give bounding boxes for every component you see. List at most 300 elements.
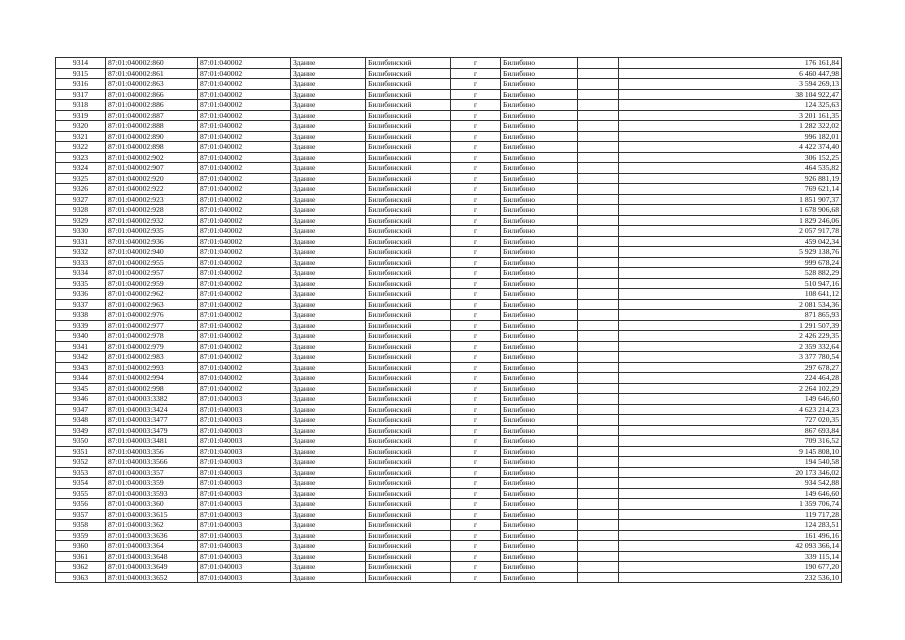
table-row bbox=[56, 68, 842, 79]
object-type-cell: Здание bbox=[291, 205, 366, 216]
quarter-number-cell: 87:01:040002 bbox=[198, 310, 291, 321]
quarter-number-cell: 87:01:040003 bbox=[198, 394, 291, 405]
table-row bbox=[56, 226, 842, 237]
empty-cell bbox=[578, 121, 619, 132]
row-number-cell: 9363 bbox=[56, 572, 106, 583]
quarter-number-cell: 87:01:040002 bbox=[198, 79, 291, 90]
table-row bbox=[56, 404, 842, 415]
empty-cell bbox=[578, 152, 619, 163]
settlement-kind-cell: г bbox=[451, 572, 501, 583]
cadastral-value-cell: 1 282 322,02 bbox=[619, 121, 842, 132]
cadastral-value-table bbox=[55, 57, 841, 583]
object-type-cell: Здание bbox=[291, 467, 366, 478]
settlement-name-cell: Билибино bbox=[501, 436, 578, 447]
cadastral-number-cell: 87:01:040002:898 bbox=[106, 142, 198, 153]
table-row bbox=[56, 499, 842, 510]
settlement-name-cell: Билибино bbox=[501, 278, 578, 289]
settlement-kind-cell: г bbox=[451, 341, 501, 352]
cadastral-number-cell: 87:01:040002:928 bbox=[106, 205, 198, 216]
cadastral-value-cell: 727 020,35 bbox=[619, 415, 842, 426]
cadastral-value-cell: 224 464,28 bbox=[619, 373, 842, 384]
cadastral-number-cell: 87:01:040003:3566 bbox=[106, 457, 198, 468]
row-number-cell: 9351 bbox=[56, 446, 106, 457]
table-row bbox=[56, 205, 842, 216]
cadastral-number-cell: 87:01:040002:979 bbox=[106, 341, 198, 352]
empty-cell bbox=[578, 320, 619, 331]
district-cell: Билибинский bbox=[366, 562, 451, 573]
empty-cell bbox=[578, 467, 619, 478]
settlement-name-cell: Билибино bbox=[501, 331, 578, 342]
district-cell: Билибинский bbox=[366, 89, 451, 100]
quarter-number-cell: 87:01:040002 bbox=[198, 331, 291, 342]
empty-cell bbox=[578, 509, 619, 520]
quarter-number-cell: 87:01:040003 bbox=[198, 572, 291, 583]
object-type-cell: Здание bbox=[291, 509, 366, 520]
quarter-number-cell: 87:01:040002 bbox=[198, 373, 291, 384]
settlement-name-cell: Билибино bbox=[501, 467, 578, 478]
object-type-cell: Здание bbox=[291, 79, 366, 90]
settlement-kind-cell: г bbox=[451, 100, 501, 111]
cadastral-value-cell: 3 377 780,54 bbox=[619, 352, 842, 363]
table-row bbox=[56, 100, 842, 111]
cadastral-value-cell: 1 359 706,74 bbox=[619, 499, 842, 510]
settlement-name-cell: Билибино bbox=[501, 247, 578, 258]
object-type-cell: Здание bbox=[291, 331, 366, 342]
row-number-cell: 9348 bbox=[56, 415, 106, 426]
cadastral-number-cell: 87:01:040002:983 bbox=[106, 352, 198, 363]
quarter-number-cell: 87:01:040003 bbox=[198, 509, 291, 520]
empty-cell bbox=[578, 194, 619, 205]
cadastral-number-cell: 87:01:040002:887 bbox=[106, 110, 198, 121]
table-row bbox=[56, 278, 842, 289]
row-number-cell: 9362 bbox=[56, 562, 106, 573]
object-type-cell: Здание bbox=[291, 478, 366, 489]
quarter-number-cell: 87:01:040002 bbox=[198, 383, 291, 394]
cadastral-number-cell: 87:01:040003:362 bbox=[106, 520, 198, 531]
object-type-cell: Здание bbox=[291, 436, 366, 447]
table-row bbox=[56, 520, 842, 531]
row-number-cell: 9316 bbox=[56, 79, 106, 90]
table-row bbox=[56, 142, 842, 153]
cadastral-value-cell: 1 851 907,37 bbox=[619, 194, 842, 205]
cadastral-value-cell: 528 882,29 bbox=[619, 268, 842, 279]
district-cell: Билибинский bbox=[366, 58, 451, 69]
cadastral-number-cell: 87:01:040002:959 bbox=[106, 278, 198, 289]
table-row bbox=[56, 509, 842, 520]
table-row bbox=[56, 215, 842, 226]
table-row bbox=[56, 383, 842, 394]
empty-cell bbox=[578, 520, 619, 531]
row-number-cell: 9319 bbox=[56, 110, 106, 121]
empty-cell bbox=[578, 142, 619, 153]
cadastral-number-cell: 87:01:040003:3636 bbox=[106, 530, 198, 541]
row-number-cell: 9349 bbox=[56, 425, 106, 436]
settlement-kind-cell: г bbox=[451, 436, 501, 447]
object-type-cell: Здание bbox=[291, 226, 366, 237]
cadastral-number-cell: 87:01:040003:3481 bbox=[106, 436, 198, 447]
object-type-cell: Здание bbox=[291, 163, 366, 174]
row-number-cell: 9320 bbox=[56, 121, 106, 132]
row-number-cell: 9332 bbox=[56, 247, 106, 258]
object-type-cell: Здание bbox=[291, 373, 366, 384]
district-cell: Билибинский bbox=[366, 110, 451, 121]
cadastral-number-cell: 87:01:040002:935 bbox=[106, 226, 198, 237]
district-cell: Билибинский bbox=[366, 551, 451, 562]
cadastral-value-cell: 38 104 922,47 bbox=[619, 89, 842, 100]
district-cell: Билибинский bbox=[366, 362, 451, 373]
settlement-kind-cell: г bbox=[451, 215, 501, 226]
settlement-name-cell: Билибино bbox=[501, 394, 578, 405]
cadastral-value-cell: 709 316,52 bbox=[619, 436, 842, 447]
row-number-cell: 9335 bbox=[56, 278, 106, 289]
table-row bbox=[56, 289, 842, 300]
table-row bbox=[56, 394, 842, 405]
cadastral-value-cell: 4 623 214,23 bbox=[619, 404, 842, 415]
cadastral-number-cell: 87:01:040002:977 bbox=[106, 320, 198, 331]
settlement-name-cell: Билибино bbox=[501, 362, 578, 373]
quarter-number-cell: 87:01:040003 bbox=[198, 478, 291, 489]
settlement-name-cell: Билибино bbox=[501, 226, 578, 237]
object-type-cell: Здание bbox=[291, 68, 366, 79]
empty-cell bbox=[578, 425, 619, 436]
cadastral-number-cell: 87:01:040002:932 bbox=[106, 215, 198, 226]
object-type-cell: Здание bbox=[291, 268, 366, 279]
settlement-kind-cell: г bbox=[451, 425, 501, 436]
object-type-cell: Здание bbox=[291, 310, 366, 321]
quarter-number-cell: 87:01:040003 bbox=[198, 530, 291, 541]
cadastral-number-cell: 87:01:040002:902 bbox=[106, 152, 198, 163]
settlement-name-cell: Билибино bbox=[501, 415, 578, 426]
settlement-kind-cell: г bbox=[451, 352, 501, 363]
settlement-kind-cell: г bbox=[451, 331, 501, 342]
row-number-cell: 9354 bbox=[56, 478, 106, 489]
settlement-name-cell: Билибино bbox=[501, 341, 578, 352]
row-number-cell: 9314 bbox=[56, 58, 106, 69]
table-row bbox=[56, 341, 842, 352]
cadastral-number-cell: 87:01:040002:860 bbox=[106, 58, 198, 69]
quarter-number-cell: 87:01:040002 bbox=[198, 184, 291, 195]
table-row bbox=[56, 425, 842, 436]
object-type-cell: Здание bbox=[291, 520, 366, 531]
object-type-cell: Здание bbox=[291, 173, 366, 184]
table-row bbox=[56, 415, 842, 426]
settlement-kind-cell: г bbox=[451, 58, 501, 69]
row-number-cell: 9325 bbox=[56, 173, 106, 184]
quarter-number-cell: 87:01:040002 bbox=[198, 247, 291, 258]
cadastral-number-cell: 87:01:040003:356 bbox=[106, 446, 198, 457]
cadastral-number-cell: 87:01:040002:886 bbox=[106, 100, 198, 111]
quarter-number-cell: 87:01:040002 bbox=[198, 362, 291, 373]
empty-cell bbox=[578, 268, 619, 279]
cadastral-number-cell: 87:01:040002:962 bbox=[106, 289, 198, 300]
district-cell: Билибинский bbox=[366, 467, 451, 478]
table-row bbox=[56, 152, 842, 163]
row-number-cell: 9344 bbox=[56, 373, 106, 384]
cadastral-number-cell: 87:01:040002:920 bbox=[106, 173, 198, 184]
district-cell: Билибинский bbox=[366, 404, 451, 415]
settlement-name-cell: Билибино bbox=[501, 352, 578, 363]
row-number-cell: 9318 bbox=[56, 100, 106, 111]
empty-cell bbox=[578, 79, 619, 90]
cadastral-number-cell: 87:01:040003:3479 bbox=[106, 425, 198, 436]
settlement-kind-cell: г bbox=[451, 226, 501, 237]
row-number-cell: 9360 bbox=[56, 541, 106, 552]
row-number-cell: 9338 bbox=[56, 310, 106, 321]
district-cell: Билибинский bbox=[366, 152, 451, 163]
cadastral-value-cell: 999 678,24 bbox=[619, 257, 842, 268]
row-number-cell: 9328 bbox=[56, 205, 106, 216]
district-cell: Билибинский bbox=[366, 226, 451, 237]
row-number-cell: 9326 bbox=[56, 184, 106, 195]
district-cell: Билибинский bbox=[366, 457, 451, 468]
empty-cell bbox=[578, 562, 619, 573]
empty-cell bbox=[578, 236, 619, 247]
settlement-kind-cell: г bbox=[451, 268, 501, 279]
row-number-cell: 9347 bbox=[56, 404, 106, 415]
settlement-name-cell: Билибино bbox=[501, 257, 578, 268]
object-type-cell: Здание bbox=[291, 194, 366, 205]
table-row bbox=[56, 247, 842, 258]
settlement-kind-cell: г bbox=[451, 205, 501, 216]
quarter-number-cell: 87:01:040002 bbox=[198, 226, 291, 237]
row-number-cell: 9359 bbox=[56, 530, 106, 541]
settlement-kind-cell: г bbox=[451, 152, 501, 163]
settlement-name-cell: Билибино bbox=[501, 499, 578, 510]
district-cell: Билибинский bbox=[366, 331, 451, 342]
district-cell: Билибинский bbox=[366, 373, 451, 384]
object-type-cell: Здание bbox=[291, 131, 366, 142]
settlement-name-cell: Билибино bbox=[501, 520, 578, 531]
table-row bbox=[56, 541, 842, 552]
cadastral-number-cell: 87:01:040003:357 bbox=[106, 467, 198, 478]
settlement-kind-cell: г bbox=[451, 446, 501, 457]
empty-cell bbox=[578, 247, 619, 258]
table-row bbox=[56, 79, 842, 90]
quarter-number-cell: 87:01:040002 bbox=[198, 58, 291, 69]
district-cell: Билибинский bbox=[366, 278, 451, 289]
quarter-number-cell: 87:01:040002 bbox=[198, 352, 291, 363]
grid-body bbox=[56, 58, 842, 583]
cadastral-value-cell: 2 081 534,36 bbox=[619, 299, 842, 310]
empty-cell bbox=[578, 289, 619, 300]
settlement-kind-cell: г bbox=[451, 373, 501, 384]
quarter-number-cell: 87:01:040002 bbox=[198, 320, 291, 331]
settlement-name-cell: Билибино bbox=[501, 194, 578, 205]
quarter-number-cell: 87:01:040002 bbox=[198, 89, 291, 100]
cadastral-number-cell: 87:01:040002:863 bbox=[106, 79, 198, 90]
empty-cell bbox=[578, 394, 619, 405]
cadastral-number-cell: 87:01:040002:866 bbox=[106, 89, 198, 100]
table-row bbox=[56, 163, 842, 174]
table-row bbox=[56, 131, 842, 142]
table-row bbox=[56, 310, 842, 321]
empty-cell bbox=[578, 58, 619, 69]
row-number-cell: 9315 bbox=[56, 68, 106, 79]
district-cell: Билибинский bbox=[366, 100, 451, 111]
quarter-number-cell: 87:01:040002 bbox=[198, 236, 291, 247]
quarter-number-cell: 87:01:040003 bbox=[198, 436, 291, 447]
row-number-cell: 9361 bbox=[56, 551, 106, 562]
settlement-name-cell: Билибино bbox=[501, 152, 578, 163]
settlement-kind-cell: г bbox=[451, 184, 501, 195]
district-cell: Билибинский bbox=[366, 173, 451, 184]
cadastral-number-cell: 87:01:040002:861 bbox=[106, 68, 198, 79]
quarter-number-cell: 87:01:040003 bbox=[198, 520, 291, 531]
quarter-number-cell: 87:01:040003 bbox=[198, 562, 291, 573]
settlement-name-cell: Билибино bbox=[501, 530, 578, 541]
cadastral-number-cell: 87:01:040002:993 bbox=[106, 362, 198, 373]
row-number-cell: 9350 bbox=[56, 436, 106, 447]
district-cell: Билибинский bbox=[366, 131, 451, 142]
settlement-kind-cell: г bbox=[451, 68, 501, 79]
row-number-cell: 9345 bbox=[56, 383, 106, 394]
row-number-cell: 9339 bbox=[56, 320, 106, 331]
table-row bbox=[56, 530, 842, 541]
row-number-cell: 9337 bbox=[56, 299, 106, 310]
cadastral-value-cell: 2 426 229,35 bbox=[619, 331, 842, 342]
settlement-name-cell: Билибино bbox=[501, 289, 578, 300]
table-row bbox=[56, 373, 842, 384]
cadastral-value-cell: 996 182,01 bbox=[619, 131, 842, 142]
cadastral-value-cell: 934 542,88 bbox=[619, 478, 842, 489]
table-row bbox=[56, 551, 842, 562]
quarter-number-cell: 87:01:040002 bbox=[198, 142, 291, 153]
cadastral-value-cell: 769 621,14 bbox=[619, 184, 842, 195]
cadastral-number-cell: 87:01:040003:3652 bbox=[106, 572, 198, 583]
district-cell: Билибинский bbox=[366, 79, 451, 90]
object-type-cell: Здание bbox=[291, 488, 366, 499]
settlement-kind-cell: г bbox=[451, 194, 501, 205]
object-type-cell: Здание bbox=[291, 278, 366, 289]
district-cell: Билибинский bbox=[366, 310, 451, 321]
empty-cell bbox=[578, 352, 619, 363]
object-type-cell: Здание bbox=[291, 152, 366, 163]
cadastral-value-cell: 297 678,27 bbox=[619, 362, 842, 373]
settlement-kind-cell: г bbox=[451, 131, 501, 142]
row-number-cell: 9322 bbox=[56, 142, 106, 153]
cadastral-value-cell: 119 717,28 bbox=[619, 509, 842, 520]
row-number-cell: 9321 bbox=[56, 131, 106, 142]
empty-cell bbox=[578, 110, 619, 121]
district-cell: Билибинский bbox=[366, 572, 451, 583]
cadastral-number-cell: 87:01:040002:963 bbox=[106, 299, 198, 310]
settlement-kind-cell: г bbox=[451, 467, 501, 478]
settlement-name-cell: Билибино bbox=[501, 541, 578, 552]
empty-cell bbox=[578, 299, 619, 310]
object-type-cell: Здание bbox=[291, 121, 366, 132]
quarter-number-cell: 87:01:040003 bbox=[198, 425, 291, 436]
settlement-kind-cell: г bbox=[451, 520, 501, 531]
cadastral-value-cell: 306 152,25 bbox=[619, 152, 842, 163]
district-cell: Билибинский bbox=[366, 352, 451, 363]
table-row bbox=[56, 562, 842, 573]
settlement-name-cell: Билибино bbox=[501, 320, 578, 331]
settlement-name-cell: Билибино bbox=[501, 310, 578, 321]
cadastral-value-cell: 9 145 808,10 bbox=[619, 446, 842, 457]
quarter-number-cell: 87:01:040002 bbox=[198, 289, 291, 300]
table-row bbox=[56, 110, 842, 121]
quarter-number-cell: 87:01:040002 bbox=[198, 268, 291, 279]
settlement-name-cell: Билибино bbox=[501, 205, 578, 216]
row-number-cell: 9334 bbox=[56, 268, 106, 279]
cadastral-value-cell: 6 460 447,98 bbox=[619, 68, 842, 79]
row-number-cell: 9353 bbox=[56, 467, 106, 478]
settlement-name-cell: Билибино bbox=[501, 457, 578, 468]
settlement-name-cell: Билибино bbox=[501, 110, 578, 121]
object-type-cell: Здание bbox=[291, 89, 366, 100]
quarter-number-cell: 87:01:040002 bbox=[198, 100, 291, 111]
empty-cell bbox=[578, 173, 619, 184]
cadastral-value-cell: 2 264 102,29 bbox=[619, 383, 842, 394]
quarter-number-cell: 87:01:040003 bbox=[198, 467, 291, 478]
empty-cell bbox=[578, 226, 619, 237]
cadastral-value-cell: 108 641,12 bbox=[619, 289, 842, 300]
table-row bbox=[56, 173, 842, 184]
row-number-cell: 9358 bbox=[56, 520, 106, 531]
empty-cell bbox=[578, 89, 619, 100]
object-type-cell: Здание bbox=[291, 58, 366, 69]
quarter-number-cell: 87:01:040003 bbox=[198, 488, 291, 499]
empty-cell bbox=[578, 341, 619, 352]
empty-cell bbox=[578, 551, 619, 562]
district-cell: Билибинский bbox=[366, 341, 451, 352]
quarter-number-cell: 87:01:040003 bbox=[198, 457, 291, 468]
cadastral-number-cell: 87:01:040002:907 bbox=[106, 163, 198, 174]
cadastral-value-cell: 2 359 332,64 bbox=[619, 341, 842, 352]
table-row bbox=[56, 299, 842, 310]
settlement-kind-cell: г bbox=[451, 310, 501, 321]
table-row bbox=[56, 121, 842, 132]
settlement-kind-cell: г bbox=[451, 394, 501, 405]
district-cell: Билибинский bbox=[366, 299, 451, 310]
row-number-cell: 9323 bbox=[56, 152, 106, 163]
district-cell: Билибинский bbox=[366, 194, 451, 205]
empty-cell bbox=[578, 499, 619, 510]
empty-cell bbox=[578, 488, 619, 499]
district-cell: Билибинский bbox=[366, 425, 451, 436]
settlement-name-cell: Билибино bbox=[501, 236, 578, 247]
object-type-cell: Здание bbox=[291, 404, 366, 415]
cadastral-value-cell: 1 291 507,39 bbox=[619, 320, 842, 331]
district-cell: Билибинский bbox=[366, 383, 451, 394]
cadastral-number-cell: 87:01:040002:957 bbox=[106, 268, 198, 279]
settlement-kind-cell: г bbox=[451, 79, 501, 90]
settlement-name-cell: Билибино bbox=[501, 488, 578, 499]
empty-cell bbox=[578, 404, 619, 415]
row-number-cell: 9356 bbox=[56, 499, 106, 510]
empty-cell bbox=[578, 446, 619, 457]
settlement-name-cell: Билибино bbox=[501, 509, 578, 520]
district-cell: Билибинский bbox=[366, 320, 451, 331]
table-row bbox=[56, 268, 842, 279]
settlement-kind-cell: г bbox=[451, 236, 501, 247]
cadastral-number-cell: 87:01:040003:364 bbox=[106, 541, 198, 552]
cadastral-number-cell: 87:01:040003:3477 bbox=[106, 415, 198, 426]
quarter-number-cell: 87:01:040002 bbox=[198, 110, 291, 121]
quarter-number-cell: 87:01:040003 bbox=[198, 499, 291, 510]
row-number-cell: 9346 bbox=[56, 394, 106, 405]
object-type-cell: Здание bbox=[291, 184, 366, 195]
settlement-kind-cell: г bbox=[451, 173, 501, 184]
district-cell: Билибинский bbox=[366, 215, 451, 226]
district-cell: Билибинский bbox=[366, 509, 451, 520]
settlement-kind-cell: г bbox=[451, 562, 501, 573]
row-number-cell: 9355 bbox=[56, 488, 106, 499]
settlement-kind-cell: г bbox=[451, 299, 501, 310]
quarter-number-cell: 87:01:040002 bbox=[198, 163, 291, 174]
row-number-cell: 9331 bbox=[56, 236, 106, 247]
row-number-cell: 9317 bbox=[56, 89, 106, 100]
